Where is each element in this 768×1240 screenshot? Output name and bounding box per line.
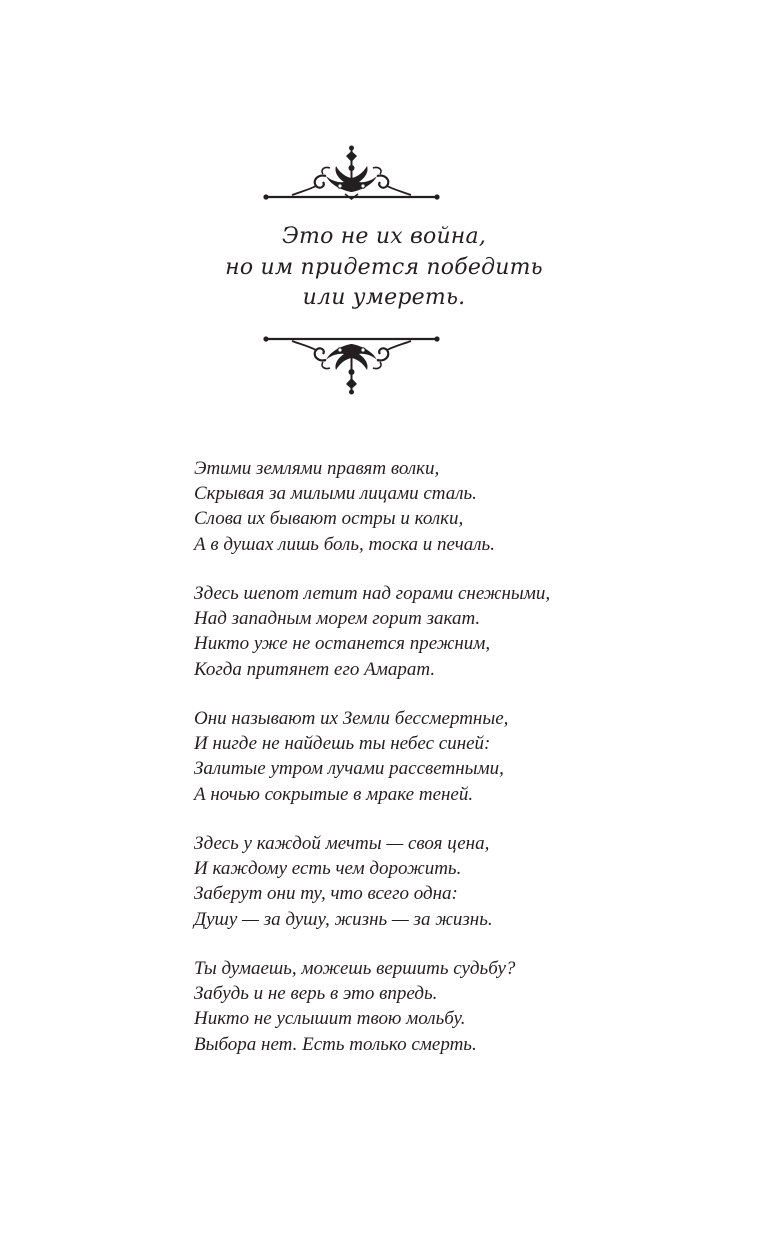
poem-line: Когда притянет его Амарат.	[194, 658, 436, 680]
flourish-ornament-bottom	[0, 320, 768, 400]
poem-line: Над западным морем горит закат.	[194, 608, 481, 630]
poem-line: Скрывая за милыми лицами сталь.	[194, 483, 477, 505]
poem	[194, 456, 634, 1081]
poem-stanza-3	[194, 706, 634, 807]
poem-line: Здесь у каждой мечты — своя цена,	[194, 833, 490, 854]
poem-line: Они называют их Земли бессмертные,	[194, 708, 509, 729]
poem-line: Слова их бывают остры и колки,	[194, 508, 464, 530]
epigraph-line: Это не их война,	[281, 224, 487, 249]
poem-line: Забудь и не верь в это впредь.	[194, 983, 438, 1005]
poem-line: Выбора нет. Есть только смерть.	[194, 1033, 477, 1055]
poem-line: Душу — за душу, жизнь — за жизнь.	[194, 908, 493, 930]
poem-stanza-5	[194, 956, 634, 1057]
poem-line: И нигде не найдешь ты небес синей:	[194, 733, 491, 755]
poem-line: А в душах лишь боль, тоска и печаль.	[194, 533, 495, 555]
poem-stanza-2	[194, 581, 634, 682]
poem-line: Заберут они ту, что всего одна:	[194, 883, 458, 905]
epigraph	[134, 222, 634, 314]
poem-line: Здесь шепот летит над горами снежными,	[194, 583, 551, 604]
poem-line: Никто уже не останется прежним,	[194, 633, 491, 655]
poem-line: Этими землями правят волки,	[194, 458, 440, 479]
poem-line: Ты думаешь, можешь вершить судьбу?	[194, 958, 516, 979]
poem-line: Залитые утром лучами рассветными,	[194, 758, 504, 780]
poem-stanza-1	[194, 456, 634, 557]
poem-stanza-4	[194, 831, 634, 932]
epigraph-line: но им придется победить	[225, 254, 543, 280]
poem-line: И каждому есть чем дорожить.	[194, 858, 462, 880]
poem-line: А ночью сокрытые в мраке теней.	[194, 783, 474, 805]
epigraph-line: или умереть.	[302, 285, 466, 310]
flourish-ornament-top	[0, 140, 768, 220]
poem-line: Никто не услышит твою мольбу.	[194, 1008, 466, 1030]
